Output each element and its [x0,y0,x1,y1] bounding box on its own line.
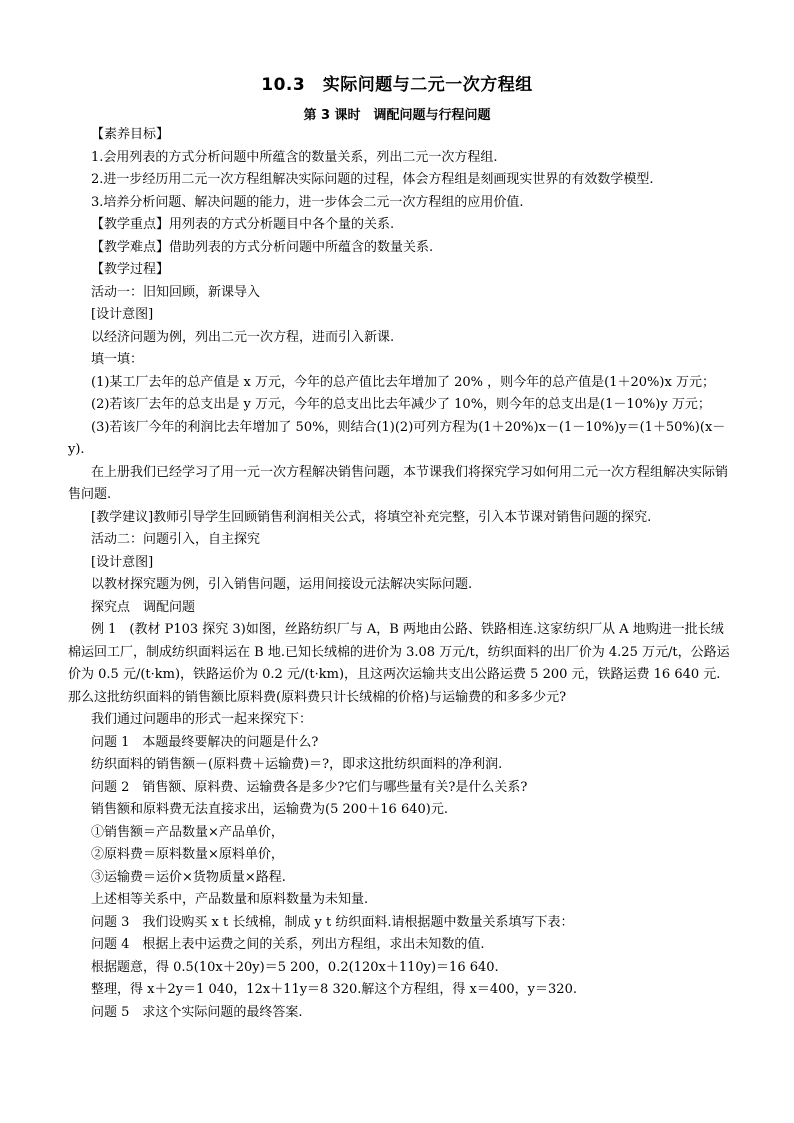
paragraph: 2.进一步经历用二元一次方程组解决实际问题的过程，体会方程组是刻画现实世界的有效数学模型. [91,172,654,187]
paragraph: 1.会用列表的方式分析问题中所蕴含的数量关系，列出二元一次方程组. [91,149,498,165]
paragraph: ②原料费＝原料数量×原料单价， [91,847,284,862]
paragraph: 探究点 调配问题 [91,599,196,615]
paragraph: 【教学过程】 [91,262,170,277]
paragraph: 【教学重点】用列表的方式分析题目中各个量的关系. [91,217,395,232]
paragraph: 销售额和原料费无法直接求出，运输费为(5 200＋16 640)元. [91,802,448,817]
paragraph: (3)若该厂今年的利润比去年增加了 50%，则结合(1)(2)可列方程为(1＋20%)x－(1－10%)y＝(1＋50%)(x－y). [68,419,726,457]
paragraph: [教学建议]教师引导学生回顾销售利润相关公式，将填空补充完整，引入本节课对销售问题的探究. [91,509,652,525]
paragraph: 根据题意，得 0.5(10x＋20y)＝5 200，0.2(120x＋110y)＝16 640. [91,959,499,975]
document-body [68,124,733,1024]
paragraph: (1)某工厂去年的总产值是 x 万元，今年的总产值比去年增加了 20% ，则今年的总产值是(1＋20%)x 万元； [91,374,715,390]
paragraph: 【教学难点】借助列表的方式分析问题中所蕴含的数量关系. [91,239,434,255]
paragraph: 例 1 (教材 P103 探究 3)如图，丝路纺织厂与 A，B 两地由公路、铁路相连.这家纺织厂从 A 地购进一批长绒棉运回工厂，制成纺织面料运在 B 地.已知长绒棉的进价为 3.08 万元/t，纺织面料的出厂价为 4.25 万元/t，公路运价为 0.5 元/(t·km)，铁路运价为 0.2 元/(t·km)，且这两次运输共支出公路运费 5 200 元，铁路运费 16 640 元.那么这批纺织面料的销售额比原料费(原料费只计长绒棉的价格)与运输费的和多多少元? [68,622,730,705]
paragraph: 问题 5 求这个实际问题的最终答案. [91,1004,303,1020]
paragraph: 纺织面料的销售额－(原料费＋运输费)＝?，即求这批纺织面料的净利润. [91,757,503,772]
paragraph: 问题 2 销售额、原料费、运输费各是多少?它们与哪些量有关?是什么关系? [91,779,528,795]
paragraph: 活动一：旧知回顾，新课导入 [91,284,261,300]
paragraph: 问题 4 根据上表中运费之间的关系，列出方程组，求出未知数的值. [91,937,485,952]
paragraph: ①销售额＝产品数量×产品单价， [91,824,284,840]
paragraph: 以经济问题为例，列出二元一次方程，进而引入新课. [91,329,395,345]
paragraph: 整理，得 x＋2y＝1 040，12x＋11y＝8 320.解这个方程组，得 x＝400，y＝320. [91,982,577,997]
paragraph: (2)若该厂去年的总支出是 y 万元，今年的总支出比去年减少了 10%，则今年的总支出是(1－10%)y 万元； [91,397,711,412]
paragraph: 填一填： [91,352,144,367]
paragraph: [设计意图] [91,307,154,322]
paragraph: 问题 3 我们设购买 x t 长绒棉，制成 y t 纺织面料.请根据题中数量关系填写下表： [91,914,574,930]
page-title: 10.3 实际问题与二元一次方程组 [261,75,533,95]
paragraph: 上述相等关系中，产品数量和原料数量为未知量. [91,892,369,907]
page-subtitle: 第 3 课时 调配问题与行程问题 [303,108,491,123]
paragraph: 以教材探究题为例，引入销售问题，运用间接设元法解决实际问题. [91,577,473,592]
paragraph: ③运输费＝运价×货物质量×路程. [91,869,286,885]
paragraph: 问题 1 本题最终要解决的问题是什么? [91,734,319,750]
paragraph: 在上册我们已经学习了用一元一次方程解决销售问题，本节课我们将探究学习如何用二元一次方程组解决实际销售问题. [68,464,729,502]
paragraph: 我们通过问题串的形式一起来探究下： [91,712,313,727]
paragraph: [设计意图] [91,554,154,570]
paragraph: 【素养目标】 [91,127,170,142]
paragraph: 活动二：问题引入，自主探究 [91,532,261,547]
paragraph: 3.培养分析问题、解决问题的能力，进一步体会二元一次方程组的应用价值. [91,194,524,210]
